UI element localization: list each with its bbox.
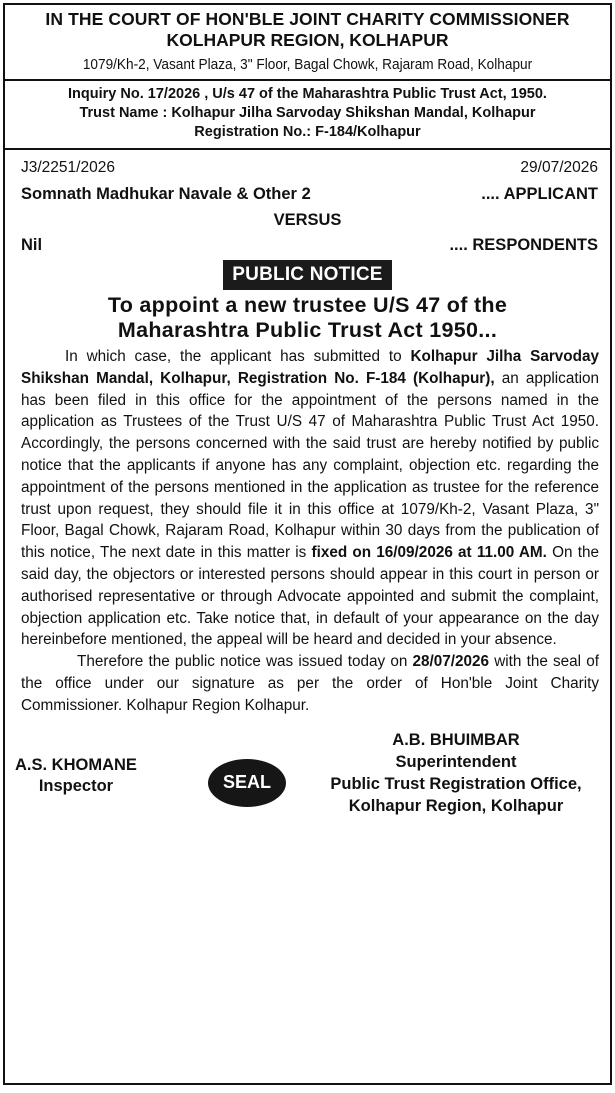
superintendent-title: Superintendent: [395, 752, 517, 771]
superintendent-name: A.B. BHUIMBAR: [392, 730, 520, 749]
inspector-title: Inspector: [38, 776, 114, 795]
notice-body: [5, 346, 610, 717]
case-ref-row: [5, 159, 610, 177]
notice-title-line1: To appoint a new trustee U/S 47 of the: [107, 293, 508, 317]
p2-issue-date-bold: 28/07/2026: [412, 653, 490, 671]
public-notice-banner: [5, 260, 610, 290]
office-name: Public Trust Registration Office,: [330, 774, 582, 793]
p2-text-c: with the seal of the office under our signature as per the order of Hon'ble Joint Charity Commissioner. Kolhapur Region Kolhapur.: [21, 653, 599, 714]
signature-block: [5, 717, 610, 837]
respondent-name: Nil: [21, 236, 43, 254]
court-region: KOLHAPUR REGION, KOLHAPUR: [166, 30, 449, 50]
notice-paragraph-1: [21, 346, 599, 651]
notice-title: [5, 293, 610, 343]
public-notice-document: [3, 3, 612, 1085]
p1-text-c: an application has been filed in this office for the appointment of the persons named in the application as Trustees of the Trust U/S 47 of Maharashtra Public Trust Act 1950. Accordingly, the persons concerned with the said trust are hereby notified by public notice that the applicants if anyone has any complaint, objection etc. regarding the appointment of the persons mentioned in the application as trustee for the reference trust upon request, they should file it in this office at 1079/Kh-2, Vasant Plaza, 3" Floor, Bagal Chowk, Rajaram Road, Kolhapur within 30 days from the publication of this notice, The next date in this matter is: [21, 369, 599, 562]
respondent-label: .... RESPONDENTS: [449, 236, 598, 254]
public-notice-label: PUBLIC NOTICE: [223, 260, 391, 290]
inquiry-block: [5, 81, 610, 150]
office-region: Kolhapur Region, Kolhapur: [348, 796, 564, 815]
respondent-row: [5, 236, 610, 255]
registration-number: Registration No.: F-184/Kolhapur: [194, 124, 421, 140]
inquiry-number: Inquiry No. 17/2026 , U/s 47 of the Maharashtra Public Trust Act, 1950.: [68, 86, 547, 102]
applicant-row: [5, 185, 610, 204]
applicant-label: .... APPLICANT: [481, 185, 598, 203]
p1-hearing-date-bold: fixed on 16/09/2026 at 11.00 AM.: [311, 544, 547, 562]
versus-label: VERSUS: [273, 211, 342, 229]
seal-label: SEAL: [222, 772, 271, 793]
p2-text-a: Therefore the public notice was issued today on: [77, 653, 413, 671]
applicant-name: Somnath Madhukar Navale & Other 2: [21, 185, 311, 203]
superintendent-signature: [306, 729, 606, 817]
court-title: IN THE COURT OF HON'BLE JOINT CHARITY COMMISSIONER: [45, 9, 570, 29]
notice-paragraph-2: [21, 651, 599, 716]
court-address: 1079/Kh-2, Vasant Plaza, 3" Floor, Bagal Chowk, Rajaram Road, Kolhapur: [82, 57, 533, 73]
case-reference: J3/2251/2026: [21, 159, 115, 176]
notice-title-line2: Maharashtra Public Trust Act 1950...: [117, 318, 498, 342]
p1-text-e: On the said day, the objectors or interested persons should appear in this court in person or authorised representative or through Advocate appointed and submit the complaint, objection application etc. Take notice that, in default of your appearance on the day hereinbefore mentioned, the appeal will be heard and decided in your absence.: [21, 544, 599, 649]
seal-icon: [208, 759, 286, 807]
trust-name: Trust Name : Kolhapur Jilha Sarvoday Shikshan Mandal, Kolhapur: [79, 105, 536, 121]
p1-text-a: In which case, the applicant has submitted to: [65, 348, 411, 365]
p1-trust-bold: Kolhapur Jilha Sarvoday Shikshan Mandal, Kolhapur, Registration No. F-184 (Kolhapur),: [21, 348, 599, 387]
inspector-name: A.S. KHOMANE: [15, 755, 137, 774]
court-header: [5, 5, 610, 81]
inspector-signature: [15, 755, 137, 797]
case-date: 29/07/2026: [520, 159, 598, 176]
